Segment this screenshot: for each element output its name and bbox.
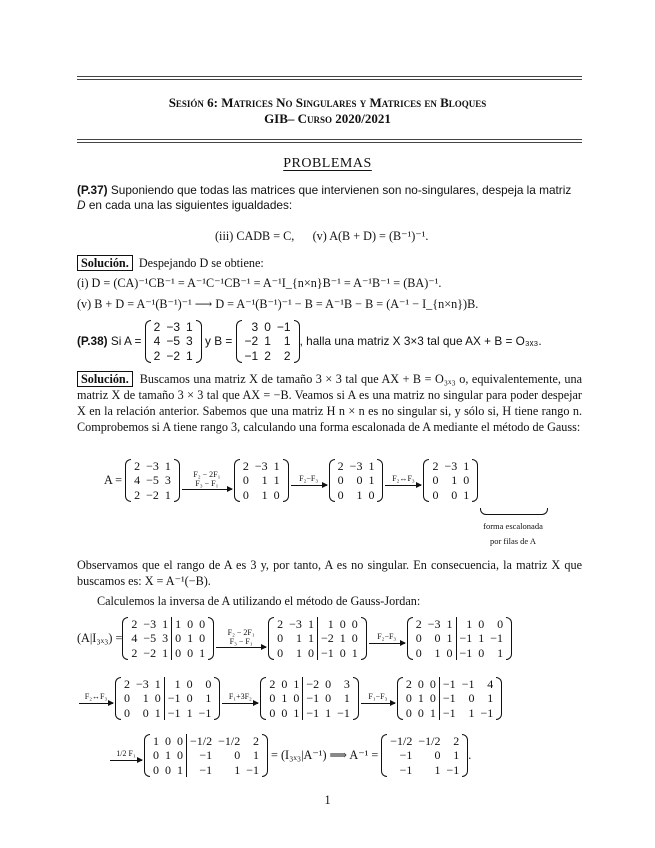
matrix-cell: 0: [434, 748, 441, 763]
matrix-cell: −5: [143, 631, 157, 646]
matrix-cell: −1: [399, 762, 413, 777]
matrix-cell: 0: [269, 691, 276, 706]
gauss-matrix-3: [329, 459, 384, 502]
matrix-cell: 1: [281, 691, 288, 706]
matrix-cell: 2: [432, 459, 439, 473]
matrix-cell: 1: [142, 691, 149, 706]
matrix-cell: 1: [446, 617, 453, 631]
matrix-cell: 0: [153, 762, 159, 777]
brace-label: forma escalonada por filas de A: [483, 521, 543, 547]
matrix-cell: 1: [463, 459, 470, 473]
matrix-cell: 0: [165, 734, 171, 748]
sol38-paragraph3: Calculemos la inversa de A utilizando el método de Gauss-Jordan:: [97, 594, 421, 608]
matrix-cell: 1: [356, 487, 363, 502]
matrix-cell: 1: [253, 748, 259, 763]
matrix-cell: 0: [368, 487, 375, 502]
matrix-cell: 0: [415, 631, 422, 646]
matrix-cell: 1: [293, 677, 300, 691]
matrix-cell: 1: [273, 459, 280, 473]
gj-matrix-2: [268, 617, 367, 660]
matrix-cell: 2: [264, 348, 271, 363]
matrix-cell: 1: [463, 487, 470, 502]
page-number: 1: [324, 793, 331, 807]
gj-matrix-5: [260, 677, 359, 720]
matrix-cell: −1: [439, 691, 458, 705]
matrix-cell: 2: [131, 645, 138, 660]
matrix-cell: 0: [468, 691, 475, 706]
matrix-cell: 1: [205, 691, 212, 706]
matrix-cell: 0: [172, 631, 185, 645]
matrix-cell: 0: [446, 645, 453, 660]
matrix-cell: 0: [405, 705, 412, 720]
matrix-cell: 0: [205, 677, 212, 691]
matrix-cell: −3: [146, 459, 159, 473]
sol38-paragraph2: Observamos que el rango de A es 3 y, por tanto, A es no singular. En consecuencia, la matriz X que buscamos es: X = A⁻¹(−B).: [77, 558, 582, 588]
matrix-cell: 1: [164, 487, 171, 502]
matrix-cell: −1: [490, 631, 504, 646]
matrix-cell: 0: [478, 617, 485, 631]
matrix-cell: 1: [154, 677, 161, 691]
matrix-cell: 0: [277, 645, 284, 660]
matrix-cell: 3: [162, 631, 169, 646]
matrix-cell: −1/2: [418, 734, 441, 748]
matrix-cell: 0: [339, 645, 346, 660]
matrix-cell: 0: [497, 617, 504, 631]
matrix-cell: −3: [289, 617, 302, 631]
matrix-cell: −1: [337, 705, 350, 720]
matrix-cell: −1: [446, 762, 460, 777]
matrix-cell: 2: [405, 677, 412, 691]
matrix-cell: 0: [434, 631, 441, 646]
matrix-cell: 0: [199, 617, 206, 631]
matrix-cell: 1: [186, 320, 193, 334]
matrix-cell: 1: [187, 631, 194, 646]
section-title: PROBLEMAS: [283, 156, 372, 171]
matrix-cell: −2: [146, 487, 159, 502]
matrix-cell: 0: [242, 487, 249, 502]
matrix-cell: 0: [405, 691, 412, 706]
matrix-cell: 1: [434, 762, 441, 777]
matrix-cell: −1: [246, 762, 259, 777]
matrix-cell: −1: [456, 646, 475, 660]
matrix-cell: 1: [186, 705, 193, 720]
matrix-cell: 1: [446, 631, 453, 646]
matrix-cell: −2: [303, 677, 322, 691]
matrix-cell: 1: [186, 348, 193, 363]
matrix-cell: 1: [199, 645, 206, 660]
matrix-cell: 0: [199, 631, 206, 646]
matrix-cell: 3: [251, 320, 259, 334]
matrix-cell: 0: [293, 691, 300, 706]
matrix-cell: −1: [439, 706, 458, 720]
gj-matrix-4: [115, 677, 220, 720]
matrix-b: [236, 320, 300, 363]
matrix-cell: −2: [166, 348, 181, 363]
matrix-cell: −1: [317, 646, 336, 660]
gauss-step1-arrow: F₂ − 2F₁ F₃ − F₁: [182, 471, 232, 491]
sol37-line-i: (i) D = (CA)⁻¹CB⁻¹ = A⁻¹C⁻¹CB⁻¹ = A⁻¹I_{n×n}B⁻¹ = A⁻¹B⁻¹ = (BA)⁻¹.: [77, 276, 442, 290]
matrix-cell: 0: [337, 487, 344, 502]
matrix-cell: 0: [325, 677, 332, 691]
matrix-cell: 0: [415, 645, 422, 660]
inverse-matrix: [381, 734, 468, 777]
matrix-cell: −1: [480, 705, 494, 720]
matrix-cell: 1: [468, 705, 475, 720]
matrix-cell: 1: [451, 473, 458, 488]
matrix-cell: −3: [143, 617, 157, 631]
matrix-cell: 2: [337, 459, 344, 473]
gauss-matrix-1: [125, 459, 180, 502]
matrix-cell: 2: [415, 617, 422, 631]
matrix-cell: 0: [172, 646, 185, 660]
gj-matrix-6: [397, 677, 502, 720]
gj-step6-arrow: 1/2 F₁: [110, 750, 142, 761]
matrix-cell: 1: [153, 734, 159, 748]
matrix-cell: 1: [177, 762, 183, 777]
matrix-cell: 2: [283, 348, 291, 363]
matrix-cell: −3: [136, 677, 149, 691]
matrix-cell: 1: [434, 645, 441, 660]
matrix-cell: −1: [303, 691, 322, 705]
matrix-cell: −3: [444, 459, 458, 473]
matrix-cell: 0: [264, 320, 271, 334]
matrix-cell: 1: [264, 334, 271, 349]
matrix-cell: 1: [273, 473, 280, 488]
matrix-cell: 0: [186, 677, 193, 691]
matrix-cell: 0: [269, 705, 276, 720]
matrix-cell: 0: [165, 762, 171, 777]
matrix-cell: 0: [242, 473, 249, 488]
gj-step1-arrow: F₂ − 2F₁ F₃ − F₁: [216, 629, 266, 649]
matrix-cell: 0: [273, 487, 280, 502]
matrix-cell: 2: [453, 734, 460, 748]
matrix-cell: −2: [143, 645, 157, 660]
underbrace: [480, 508, 548, 515]
matrix-cell: 2: [242, 459, 249, 473]
matrix-cell: 4: [134, 473, 141, 488]
matrix-cell: 0: [356, 473, 363, 488]
matrix-cell: 0: [142, 705, 149, 720]
matrix-cell: −1: [461, 677, 475, 691]
matrix-cell: 1: [478, 631, 485, 646]
matrix-cell: 1: [487, 691, 494, 706]
matrix-cell: 1: [162, 645, 169, 660]
gj-matrix-7: [144, 734, 268, 777]
matrix-cell: −1: [276, 320, 291, 334]
matrix-cell: 0: [429, 677, 436, 691]
matrix-cell: 1: [317, 617, 336, 631]
matrix-cell: −3: [349, 459, 363, 473]
matrix-cell: 1: [164, 677, 183, 691]
matrix-cell: −1: [198, 705, 212, 720]
matrix-cell: 4: [487, 677, 494, 691]
gj-step5-arrow: F₁−F₃: [361, 693, 395, 704]
matrix-cell: 0: [432, 473, 439, 488]
matrix-cell: 4: [153, 334, 161, 349]
matrix-cell: 0: [124, 691, 130, 706]
matrix-cell: 0: [432, 487, 439, 502]
sol38-paragraph1: Solución. Buscamos una matriz X de tamaño 3 × 3 tal que AX + B = O₃ₓ₃ o, equivalentemente, una matriz X de tamaño 3 × 3 tal que AX = −B. Veamos si A es una matriz no singular para poder despejar X en la relación anterior. Sabemos que una matriz H n × n es no singular si, y sólo si, H tiene rango n. Comprobemos si A tiene rango 3, calculando una forma escalonada de A mediante el método de Gauss:: [77, 372, 583, 434]
matrix-cell: 1: [307, 617, 314, 631]
matrix-cell: 0: [417, 677, 424, 691]
gauss-matrix-2: [234, 459, 289, 502]
matrix-cell: 2: [124, 677, 130, 691]
matrix-cell: 0: [187, 617, 194, 631]
matrix-cell: 1: [283, 334, 291, 349]
matrix-cell: 0: [124, 705, 130, 720]
matrix-cell: −1: [244, 348, 259, 363]
matrix-cell: −3: [427, 617, 441, 631]
matrix-cell: 1: [307, 631, 314, 646]
sol37-intro: Solución. Despejando D se obtiene:: [77, 256, 264, 272]
title-line1: Sesión 6: Matrices No Singulares y Matrices en Bloques: [168, 95, 487, 110]
matrix-a: [145, 320, 202, 363]
matrix-cell: 2: [134, 487, 141, 502]
matrix-cell: −3: [166, 320, 181, 334]
matrix-cell: −1: [456, 631, 475, 645]
matrix-cell: 0: [351, 631, 358, 646]
gj-row-1: (A|I₃ₓ₃) = 2 −3 1 1 0 0 4 −5 3 0 1 0 2 −2 1 0 0 1 F₂ − 2F₁ F₃ − F₁ 2 −3 1 1 0 0 0 1 1 −2 1 0 0 1 0 −1 0 1 F₂−F₃ 2 −3 1 1 0 0 0 0 1 −1 1 −1 0 1 0 −1 0 1: [77, 617, 512, 660]
matrix-cell: 3: [186, 334, 193, 349]
matrix-cell: −1/2: [218, 734, 241, 748]
matrix-cell: 1: [154, 705, 161, 720]
matrix-cell: 1: [261, 487, 268, 502]
matrix-cell: 0: [154, 691, 161, 706]
matrix-cell: −1: [164, 691, 183, 705]
matrix-cell: 0: [417, 705, 424, 720]
gj-step2-arrow: F₂−F₃: [369, 633, 405, 644]
matrix-cell: 1: [368, 459, 375, 473]
matrix-cell: 0: [307, 645, 314, 660]
matrix-cell: 0: [451, 487, 458, 502]
matrix-cell: 1: [456, 617, 475, 631]
matrix-cell: −1/2: [187, 734, 216, 748]
matrix-cell: 1: [164, 459, 171, 473]
p37-equations: (iii) CADB = C, (v) A(B + D) = (B⁻¹)⁻¹.: [215, 229, 429, 243]
matrix-cell: 0: [277, 631, 284, 646]
matrix-cell: 1: [325, 705, 332, 720]
matrix-cell: 4: [131, 631, 138, 646]
gauss-step3-arrow: F₂↔F₃: [385, 475, 421, 486]
matrix-cell: −3: [254, 459, 268, 473]
matrix-cell: −1: [303, 706, 322, 720]
matrix-cell: −1: [164, 706, 183, 720]
gauss-matrix-4: [423, 459, 478, 502]
matrix-cell: 2: [153, 348, 161, 363]
matrix-cell: −5: [146, 473, 159, 488]
matrix-cell: −2: [244, 334, 259, 349]
matrix-cell: −1/2: [390, 734, 413, 748]
matrix-cell: 0: [281, 705, 288, 720]
title-line2: GIB– Curso 2020/2021: [264, 111, 391, 126]
matrix-cell: 2: [153, 320, 161, 334]
matrix-cell: 1: [261, 473, 268, 488]
gj-step4-arrow: F₁+3F₂: [222, 693, 258, 704]
matrix-cell: −1: [187, 763, 216, 777]
matrix-cell: 1: [234, 762, 241, 777]
matrix-cell: 1: [339, 631, 346, 646]
matrix-cell: 0: [234, 748, 241, 763]
matrix-cell: 1: [172, 617, 185, 631]
matrix-cell: 1: [453, 748, 460, 763]
matrix-cell: 0: [281, 677, 288, 691]
matrix-cell: 0: [186, 691, 193, 706]
matrix-cell: 2: [131, 617, 138, 631]
matrix-cell: 2: [269, 677, 276, 691]
matrix-cell: 0: [463, 473, 470, 488]
matrix-cell: 1: [295, 645, 302, 660]
matrix-cell: 1: [429, 705, 436, 720]
gj-row-3: 1/2 F₁ 1 0 0 −1/2 −1/2 2 0 1 0 −1 0 1 0 0 1 −1 1 −1 = (I₃ₓ₃|A⁻¹) ⟹ A⁻¹ = −1/2 −1/2 2 −1 0 1 −1 1 −1 .: [108, 734, 471, 777]
matrix-cell: −2: [317, 631, 336, 645]
matrix-cell: 1: [165, 748, 171, 763]
matrix-cell: 1: [343, 691, 350, 706]
matrix-cell: 1: [368, 473, 375, 488]
matrix-cell: 1: [295, 631, 302, 646]
matrix-cell: 0: [337, 473, 344, 488]
matrix-cell: 1: [351, 645, 358, 660]
sol37-line-v: (v) B + D = A⁻¹(B⁻¹)⁻¹ ⟶ D = A⁻¹(B⁻¹)⁻¹ − B = A⁻¹B − B = (A⁻¹ − I_{n×n})B.: [77, 297, 479, 311]
matrix-cell: −5: [166, 334, 181, 349]
matrix-cell: 0: [153, 748, 159, 763]
matrix-cell: 2: [277, 617, 284, 631]
matrix-cell: 0: [177, 734, 183, 748]
matrix-cell: 3: [343, 677, 350, 691]
matrix-cell: −1: [187, 748, 216, 762]
matrix-cell: −1: [439, 677, 458, 691]
gauss-step2-arrow: F₂−F₃: [291, 475, 327, 486]
p38-statement: (P.38) Si A = 2 −3 1 4 −5 3 2 −2 1 y B = 3 0 −1 −2 1 1 −1 2 2 , halla una matriz X 3×3 tal que AX + B = O₃ₓ₃.: [77, 320, 542, 363]
matrix-cell: 2: [253, 734, 259, 748]
gj-row-2: [77, 677, 502, 720]
matrix-cell: 1: [162, 617, 169, 631]
matrix-cell: −1: [399, 748, 413, 763]
matrix-cell: 1: [293, 705, 300, 720]
p37-statement: (P.37) Suponiendo que todas las matrices que intervienen son no-singulares, despeja la matriz D en cada una las siguientes igualdades:: [77, 183, 572, 213]
matrix-cell: 0: [339, 617, 346, 631]
matrix-cell: 3: [164, 473, 171, 488]
matrix-cell: 0: [351, 617, 358, 631]
matrix-cell: 0: [325, 691, 332, 706]
matrix-cell: 0: [177, 748, 183, 763]
gj-matrix-1: [122, 617, 214, 660]
gj-step3-arrow: F₂↔F₃: [79, 693, 113, 704]
matrix-cell: 0: [478, 645, 485, 660]
matrix-cell: 0: [187, 645, 194, 660]
matrix-cell: 0: [429, 691, 436, 706]
gj-matrix-3: [407, 617, 512, 660]
gauss-row: A = 2 −3 1 4 −5 3 2 −2 1 F₂ − 2F₁ F₃ − F₁ 2 −3 1 0 1 1 0 1 0 F₂−F₃ 2 −3 1 0 0 1 0 1 0 F₂↔F₃ 2 −3 1 0 1 0 0 0 1: [104, 459, 478, 502]
matrix-cell: 1: [497, 645, 504, 660]
matrix-cell: 2: [134, 459, 141, 473]
matrix-cell: 1: [417, 691, 424, 706]
